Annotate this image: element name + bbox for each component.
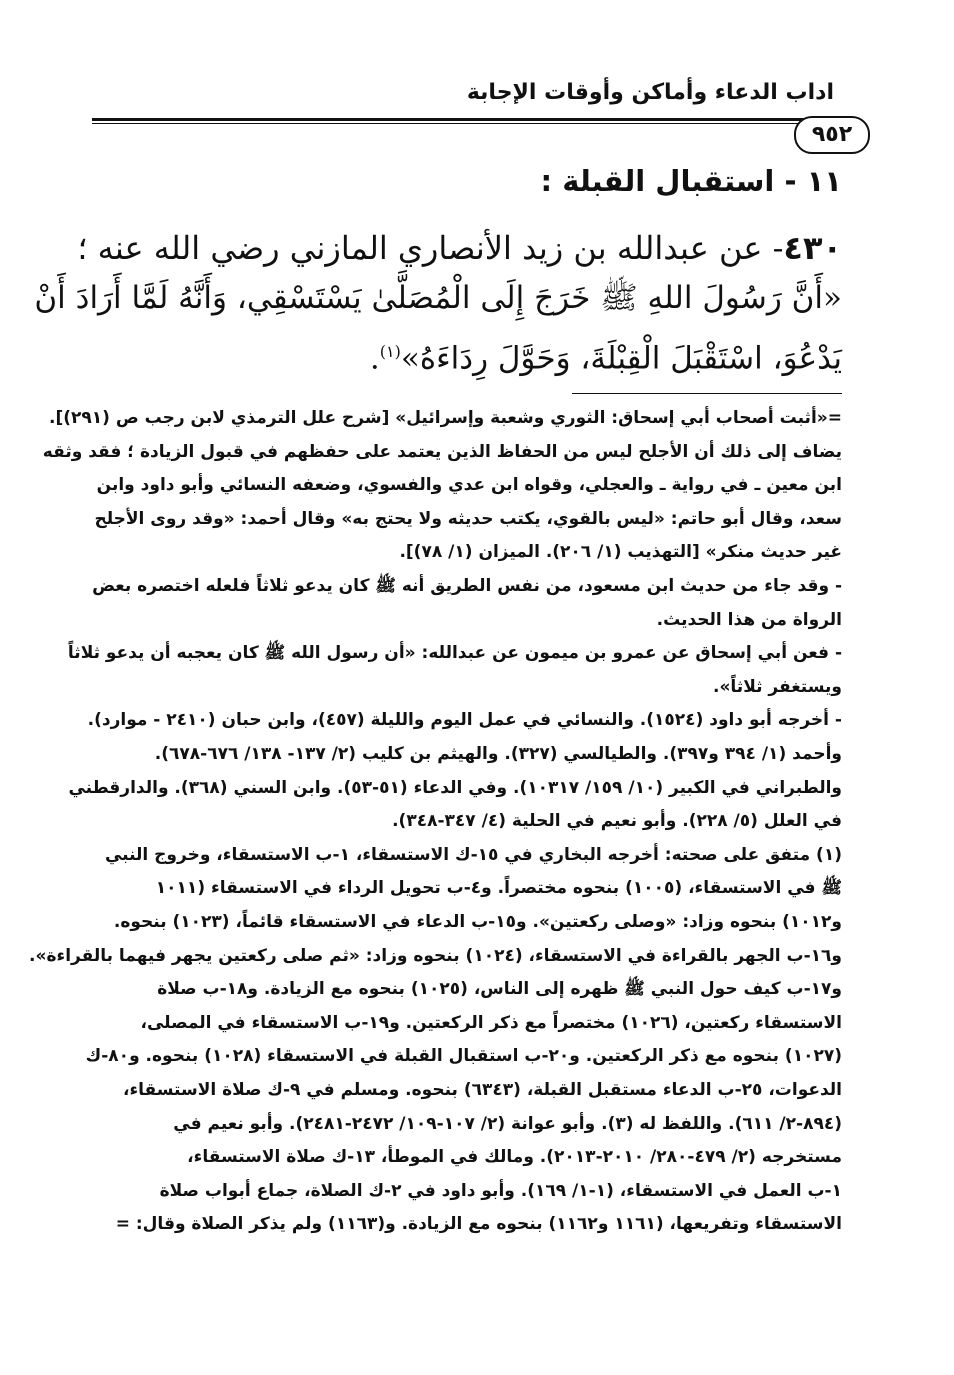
footnote-line: الاستسقاء ركعتين، (١٠٢٦) مختصراً مع ذكر الركعتين. و١٩-ب الاستسقاء في المصلى، [140, 1012, 842, 1033]
hadith-number: ٤٣٠ [783, 229, 842, 267]
footnote-line: - أخرجه أبو داود (١٥٢٤). والنسائي في عمل اليوم والليلة (٤٥٧)، وابن حبان (٢٤١٠ - موارد). [87, 710, 842, 731]
footnote-line: - وقد جاء من حديث ابن مسعود، من نفس الطريق أنه ﷺ كان يدعو ثلاثاً فلعله اختصره بعض [92, 576, 842, 596]
hadith-line-1 [77, 222, 842, 274]
footnote-line: في العلل (٥/ ٢٢٨). وأبو نعيم في الحلية (٤/ ٣٤٧-٣٤٨). [392, 811, 842, 832]
hadith-text: يَدْعُوَ، اسْتَقْبَلَ الْقِبْلَةَ، وَحَوَّلَ رِدَاءَهُ» [400, 340, 842, 377]
footnote-line: سعد، وقال أبو حاتم: «ليس بالقوي، يكتب حديثه ولا يحتج به» وقال أحمد: «وقد روى الأجلح [94, 508, 842, 529]
footnote-line: و١٦-ب الجهر بالقراءة في الاستسقاء، (١٠٢٤) بنحوه وزاد: «ثم صلى ركعتين يجهر فيهما بالقراءة». [29, 945, 842, 966]
page-number-badge: ٩٥٢ [794, 116, 870, 154]
footnote-line: ويستغفر ثلاثاً». [712, 676, 842, 697]
section-heading: ١١ - استقبال القبلة : [540, 164, 842, 198]
header-rule [92, 118, 836, 121]
footnote-line: وأحمد (١/ ٣٩٤ و٣٩٧). والطيالسي (٣٢٧). والهيثم بن كليب (٢/ ١٣٧- ١٣٨/ ٦٧٦-٦٧٨). [154, 744, 842, 764]
header-rule-thin [92, 123, 836, 124]
hadith-text: - عن عبدالله بن زيد الأنصاري المازني رضي الله عنه ؛ [77, 229, 784, 267]
footnote-line: - فعن أبي إسحاق عن عمرو بن ميمون عن عبدالله: «أن رسول الله ﷺ كان يعجبه أن يدعو ثلاثاً [67, 643, 842, 664]
footnote-line: (١٠٢٧) بنحوه مع ذكر الركعتين. و٢٠-ب استقبال القبلة في الاستسقاء (١٠٢٨) بنحوه. و٨٠-ك [85, 1046, 842, 1067]
footnote-line: و١٠١٢) بنحوه وزاد: «وصلى ركعتين». و١٥-ب الدعاء في الاستسقاء قائماً، (١٠٢٣) بنحوه. [113, 912, 842, 932]
footnote-line: =«أثبت أصحاب أبي إسحاق: الثوري وشعبة وإسرائيل» [شرح علل الترمذي لابن رجب ص (٢٩١)]. [48, 408, 842, 428]
footnote-line: الدعوات، ٢٥-ب الدعاء مستقبل القبلة، (٦٣٤٣) بنحوه. ومسلم في ٩-ك صلاة الاستسقاء، [122, 1080, 842, 1100]
footnote-line: ابن معين ـ في رواية ـ والعجلي، وقواه ابن عدي والفسوي، وضعفه النسائي وأبو داود وابن [96, 475, 842, 496]
footnote-line: غير حديث منكر» [التهذيب (١/ ٢٠٦). الميزان (١/ ٧٨)]. [399, 542, 842, 563]
footnote-line: ﷺ في الاستسقاء، (١٠٠٥) بنحوه مختصراً. و٤-ب تحويل الرداء في الاستسقاء (١٠١١ [155, 878, 842, 899]
footnote-line: يضاف إلى ذلك أن الأجلح ليس من الحفاظ الذين يعتمد على حفظهم في قبول الزيادة ؛ فقد وثقه [42, 441, 842, 462]
footnote-line: والطبراني في الكبير (١٠/ ١٥٩/ ١٠٣١٧). وفي الدعاء (٥١-٥٣). وابن السني (٣٦٨). والدارقطني [68, 777, 842, 798]
footnote-line: و١٧-ب كيف حول النبي ﷺ ظهره إلى الناس، (١٠٢٥) بنحوه مع الزيادة. و١٨-ب صلاة [157, 979, 842, 1000]
footnote-ref[interactable]: (١) [379, 342, 401, 361]
hadith-end-mark: . [369, 340, 380, 377]
footnote-separator [572, 393, 842, 394]
footnote-line: (١) متفق على صحته: أخرجه البخاري في ١٥-ك الاستسقاء، ١-ب الاستسقاء، وخروج النبي [104, 844, 842, 865]
hadith-line-2: «أَنَّ رَسُولَ اللهِ ﷺ خَرَجَ إِلَى الْمُصَلَّىٰ يَسْتَسْقِي، وَأَنَّهُ لَمَّا أَرَادَ أَنْ [34, 280, 842, 316]
footnote-line: الرواة من هذا الحديث. [656, 609, 842, 630]
footnote-line: مستخرجه (٢/ ٤٧٩-٢٨٠/ ٢٠١٠-٢٠١٣). ومالك في الموطأ، ١٣-ك صلاة الاستسقاء، [187, 1147, 842, 1168]
running-title: اداب الدعاء وأماكن وأوقات الإجابة [466, 80, 834, 105]
hadith-line-3 [92, 326, 842, 378]
footnote-line: الاستسقاء وتفريعها، (١١٦١ و١١٦٢) بنحوه مع الزيادة. و(١١٦٣) ولم يذكر الصلاة وقال: = [115, 1214, 842, 1235]
footnote-line: (٨٩٤-٢/ ٦١١). واللفظ له (٣). وأبو عوانة (٢/ ١٠٧-١٠٩/ ٢٤٧٢-٢٤٨١). وأبو نعيم في [173, 1113, 842, 1134]
footnote-line: ١-ب العمل في الاستسقاء، (١-١/ ١٦٩). وأبو داود في ٢-ك الصلاة، جماع أبواب صلاة [159, 1180, 842, 1201]
